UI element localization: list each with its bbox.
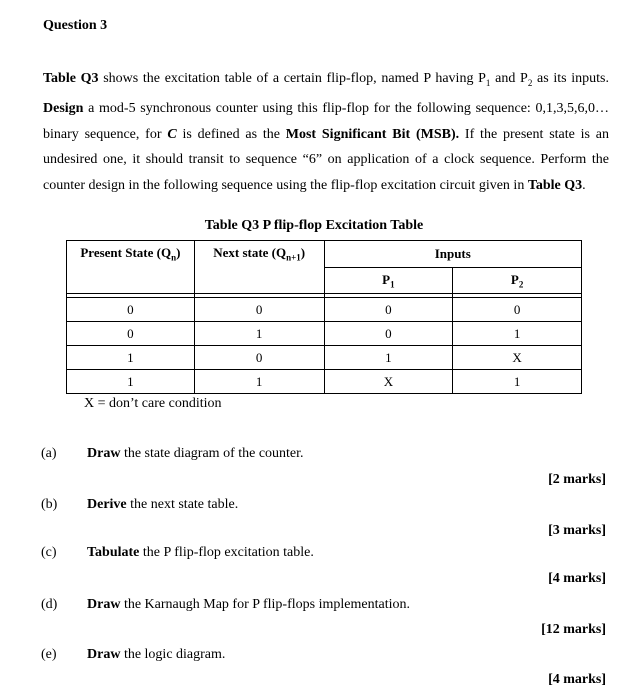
msb-keyword: Most Significant Bit (MSB).: [285, 126, 460, 142]
dont-care-note: X = don’t care condition: [84, 396, 222, 411]
para-text: shows the excitation table of a certain flip-flop, named P having P: [98, 71, 486, 86]
table-row: 0 1 0 1: [67, 322, 582, 346]
part-a-letter: (a): [41, 446, 57, 461]
part-b-letter: (b): [41, 497, 58, 512]
part-e-text: Draw the logic diagram.: [87, 647, 226, 662]
para-sub: 2: [527, 77, 533, 88]
header-next-state: Next state $(Q_{n+1})$: [194, 241, 324, 294]
part-a-marks: [2 marks]: [548, 472, 606, 487]
table-row: 1 0 1 X: [67, 346, 582, 370]
table-row: 0 0 0 0: [67, 298, 582, 322]
variable-c: C: [167, 126, 177, 142]
design-keyword: Design: [43, 101, 84, 117]
header-present-state: Present State $(Q_n)$: [67, 241, 195, 294]
para-text: and P: [490, 71, 528, 86]
part-b-marks: [3 marks]: [548, 523, 606, 538]
para-text: is defined as the: [176, 126, 286, 142]
header-p1: $P_1$: [324, 268, 453, 294]
para-text: If the present state is an undesired one, it should transit to sequence “6” on application of a clock sequence. Perform the counter design in the following sequence using the flip-flop excitation circuit given in: [43, 126, 610, 193]
part-e-letter: (e): [41, 647, 57, 662]
part-d-text: Draw the Karnaugh Map for P flip-flops implementation.: [87, 597, 410, 612]
header-p2: $P_2$: [453, 268, 582, 294]
para-text: a mod-5 synchronous counter using this flip-flop for the following sequence: 0,1,3,5,6,0… binary sequence, for: [43, 101, 609, 142]
part-e-marks: [4 marks]: [548, 672, 606, 687]
header-inputs: Inputs: [324, 241, 581, 268]
part-c-marks: [4 marks]: [548, 571, 606, 586]
table-caption: Table Q3 P flip-flop Excitation Table: [204, 218, 424, 233]
part-d-marks: [12 marks]: [541, 622, 606, 637]
table-ref: Table Q3: [527, 177, 583, 193]
part-b-text: Derive the next state table.: [87, 497, 239, 512]
para-text: .: [582, 177, 586, 193]
para-sub: 1: [485, 77, 491, 88]
excitation-table: [66, 240, 582, 394]
para-text: as its inputs.: [532, 71, 610, 86]
part-d-letter: (d): [41, 597, 58, 612]
table-row: 1 1 X 1: [67, 370, 582, 394]
part-c-text: Tabulate the P flip-flop excitation table.: [87, 545, 314, 560]
table-ref: Table Q3: [43, 71, 99, 86]
part-c-letter: (c): [41, 545, 57, 560]
part-a-text: Draw the state diagram of the counter.: [87, 446, 304, 461]
question-heading: Question 3: [43, 18, 108, 33]
question-paragraph: [43, 66, 609, 198]
